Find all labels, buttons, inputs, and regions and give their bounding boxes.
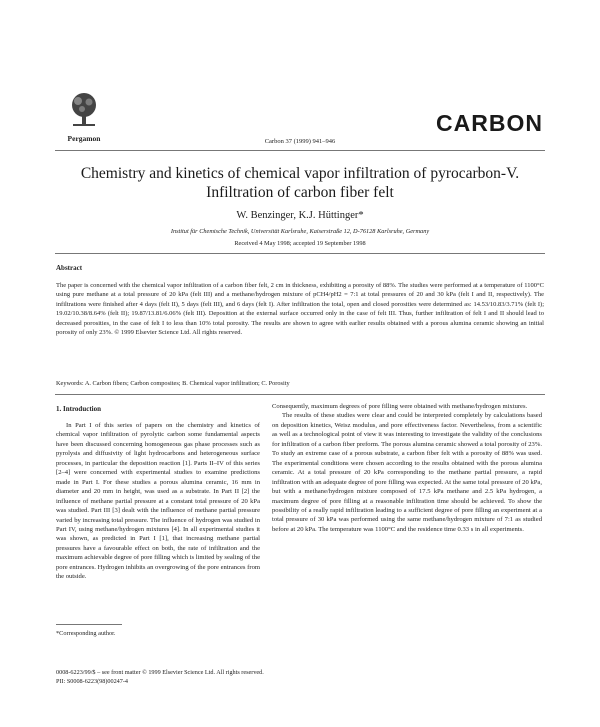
keywords: Keywords: A. Carbon fibers; Carbon composites; B. Chemical vapor infiltration; C. Porosity — [56, 380, 290, 387]
abstract-bottom-rule — [55, 394, 545, 395]
copyright-line: 0008-6223/99/$ – see front matter © 1999 Elsevier Science Ltd. All rights reserved. — [56, 669, 264, 676]
footnote: *Corresponding author. — [56, 630, 116, 637]
publisher-name: Pergamon — [67, 134, 101, 143]
publisher-logo — [63, 92, 105, 143]
affiliation: Institut für Chemische Technik, Universität Karlsruhe, Kaiserstraße 12, D-76128 Karlsruhe, Germany — [170, 228, 430, 235]
abstract-text: The paper is concerned with the chemical vapor infiltration of a carbon fiber felt, 2 cm in thickness, exhibiting a porosity of 88%. The studies were performed at a temperature of 1100°C using pure methane at a total pressure of 20 kPa (felt III) and a methane/hydrogen mixture of pCH4/pH2 = 7:1 at total pressures of 20 and 30 kPa (felt I and II, respectively). The infiltrations were finished after 4 days (felt II), 5 days (felt III), and 6 days (felt I). After infiltration the total, open and closed porosities were determined as: 14.53/10.83/3.71% (felt I); 19.02/10.38/8.64% (felt II); 19.87/13.81/6.06% (felt III). Deposition at the external surface occurred only in the case of felt III. Thus, further infiltration of felt I and II should lead to decreased porosities, in the case of felt I to less than 10% total porosity. The results are shown to agree with earlier results obtained with a porous alumina ceramic showing an initial porosity of only 23%. © 1999 Elsevier Science Ltd. All rights reserved. — [56, 282, 544, 337]
paragraph: In Part I of this series of papers on the chemistry and kinetics of chemical vapor infiltration of pyrolytic carbon some fundamental aspects have been discussed concerning homogeneous gas phase processes such as pyrolysis and diffusivity of light hydrocarbons and heterogeneous surface processes, in particular the deposition reaction [1]. Parts II–IV of this series [2–4] were concerned with experimental studies to examine predictions made in Part I. For these studies a porous alumina ceramic, 16 mm in diameter and 20 mm in height, was used as a substrate. In Part II [2] the influence of methane partial pressure at a constant total pressure of 20 kPa was studied. Part III [3] dealt with the influence of methane partial pressure varied by increasing total pressure. The influence of hydrogen was studied in Part IV, using methane/hydrogen mixtures [4]. In all experimental studies it was shown, as predicted in Part I [1], that increasing methane partial pressures have a favourable effect on both, the rate of infiltration and the maximum achievable degree of pore filling which is limited by sealing of the pore entrances. Hydrogen inhibits an overgrowing of the pore entrances from the outside. — [56, 422, 260, 581]
header-rule — [55, 150, 545, 151]
copyright-block — [56, 669, 264, 687]
abstract-heading: Abstract — [56, 264, 83, 272]
pii-line: PII: S0008-6223(98)00247-4 — [56, 677, 129, 685]
journal-title: CARBON — [436, 110, 543, 136]
body-column-left — [56, 421, 260, 582]
abstract-top-rule — [55, 253, 545, 254]
received-dates: Received 4 May 1998; accepted 19 September 1998 — [234, 240, 366, 247]
paragraph: Consequently, maximum degrees of pore filling were obtained with methane/hydrogen mixtures. — [272, 403, 528, 410]
body-column-right — [272, 402, 542, 534]
section-heading: 1. Introduction — [56, 405, 101, 413]
paragraph: The results of these studies were clear and could be interpreted completely by calculations based on deposition kinetics, Weisz modulus, and pore effectiveness factor. Nevertheless, from a scientific as well as a technological point of view it was interesting to investigate the validity of the conclusions for infiltration of a carbon fiber preform. The porous alumina ceramic showed a total porosity of 23%. To study an extreme case of a porous substrate, a carbon fiber felt with a porosity of 88% was used. The experimental conditions were chosen according to the results obtained with the porous alumina ceramic. At a total pressure of 20 kPa corresponding to the methane partial pressure, a rapid infiltration with an adequate degree of pore filling was expected. At the same total pressure of 20 kPa, but with a methane/hydrogen mixture composed of 17.5 kPa methane and 2.5 kPa hydrogen, a maximum degree of pore filling at a reasonable infiltration time should be achieved. To show the possibility of a really rapid infiltration leading to a sufficient degree of pore filling an experiment at a total pressure of 30 kPa was performed using the same methane/hydrogen mixture of 7:1 as studied before at 20 kPa. The temperature was 1100°C and the residence time 0.33 s in all experiments. — [272, 412, 542, 533]
article-title: Chemistry and kinetics of chemical vapor infiltration of pyrocarbon-V. Infiltration of carbon fiber felt — [80, 165, 520, 201]
authors: W. Benzinger, K.J. Hüttinger* — [236, 210, 364, 221]
pergamon-tree-icon — [67, 92, 101, 128]
footnote-rule — [56, 624, 122, 625]
journal-citation: Carbon 37 (1999) 941–946 — [264, 138, 336, 145]
